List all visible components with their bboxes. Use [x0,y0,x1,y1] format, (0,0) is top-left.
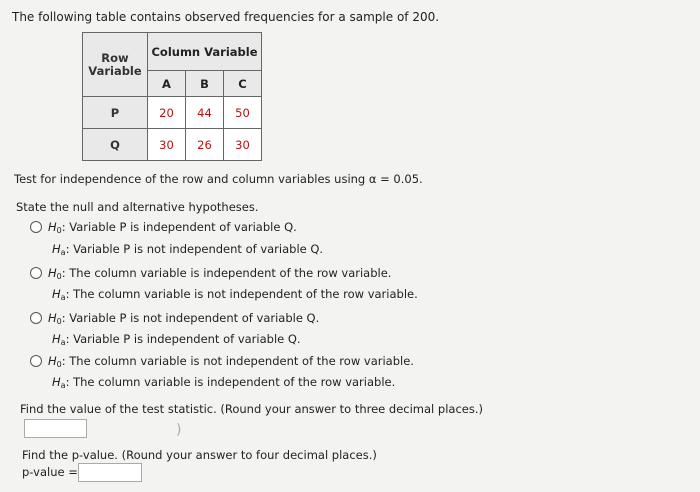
option-2-alternative: : The column variable is not independent of the row variable. [65,287,418,301]
h0-subscript: 0 [56,360,62,369]
frequency-table [82,32,262,160]
option-1-alternative: : Variable P is not independent of variable Q. [65,242,324,256]
radio-button[interactable] [30,221,42,233]
h0-subscript: 0 [56,226,62,235]
ha-symbol: H [52,287,61,301]
row-variable-header: Row Variable [83,33,148,97]
ha-symbol: H [52,242,61,256]
find-statistic-instruction: Find the value of the test statistic. (Round your answer to three decimal places.) [20,402,483,416]
cell-q-c: 30 [223,129,261,161]
pvalue-input[interactable] [78,463,142,482]
test-instruction: Test for independence of the row and column variables using α = 0.05. [14,172,423,186]
h0-symbol: H [48,354,57,368]
cell-q-a: 30 [148,129,186,161]
intro-text: The following table contains observed frequencies for a sample of 200. [12,10,440,24]
column-header-c: C [223,71,261,97]
pvalue-label: p-value = [22,465,78,479]
h0-symbol: H [48,311,57,325]
cell-q-b: 26 [185,129,223,161]
row-label-p: P [83,97,148,129]
find-pvalue-instruction: Find the p-value. (Round your answer to four decimal places.) [22,448,377,462]
ha-symbol: H [52,332,61,346]
cell-p-a: 20 [148,97,186,129]
radio-button[interactable] [30,267,42,279]
option-3-null: : Variable P is not independent of variable Q. [61,311,320,325]
h0-subscript: 0 [56,272,62,281]
table-row [83,129,262,161]
option-3-alternative: : Variable P is independent of variable Q. [65,332,301,346]
cell-p-c: 50 [223,97,261,129]
state-instruction: State the null and alternative hypotheses. [16,200,259,214]
ha-subscript: a [60,338,66,347]
h0-symbol: H [48,220,57,234]
ha-symbol: H [52,375,61,389]
ha-subscript: a [60,381,66,390]
ha-subscript: a [60,248,66,257]
row-label-q: Q [83,129,148,161]
h0-symbol: H [48,266,57,280]
cursor-mark: ) [176,422,182,438]
option-2-null: : The column variable is independent of the row variable. [61,266,392,280]
column-header-a: A [148,71,186,97]
h0-subscript: 0 [56,317,62,326]
radio-button[interactable] [30,312,42,324]
option-1-null: : Variable P is independent of variable Q. [61,220,297,234]
cell-p-b: 44 [185,97,223,129]
column-header-b: B [185,71,223,97]
ha-subscript: a [60,293,66,302]
column-variable-header: Column Variable [148,33,262,71]
option-4-alternative: : The column variable is independent of the row variable. [65,375,396,389]
test-statistic-input[interactable] [24,419,87,438]
radio-button[interactable] [30,355,42,367]
table-row [83,97,262,129]
option-4-null: : The column variable is not independent of the row variable. [61,354,414,368]
